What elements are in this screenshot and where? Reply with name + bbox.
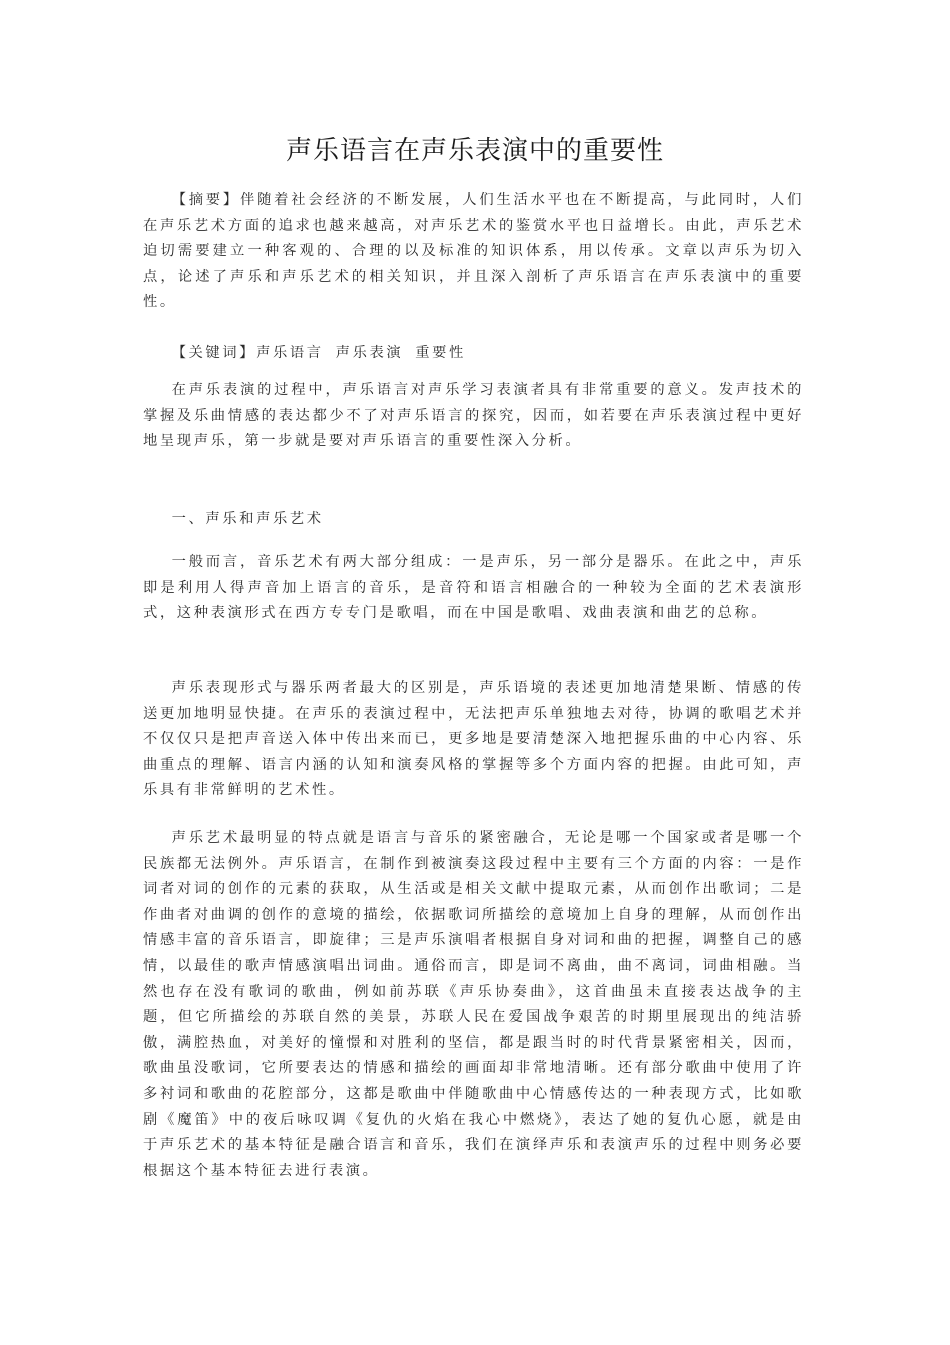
section-heading: 一、声乐和声乐艺术 — [171, 511, 324, 527]
abstract-paragraph: 【摘要】伴随着社会经济的不断发展，人们生活水平也在不断提高，与此同时，人们在声乐艺术方面的追求也越来越高，对声乐艺术的鉴赏水平也日益增长。由此，声乐艺术迫切需要建立一种客观的、合理的以及标准的知识体系，用以传承。文章以声乐为切入点，论述了声乐和声乐艺术的相关知识，并且深入剖析了声乐语言在声乐表演中的重要性。 — [143, 192, 804, 311]
keyword-item: 声乐语言 — [256, 345, 324, 361]
keywords-section — [143, 341, 804, 367]
keywords-line — [143, 341, 804, 367]
intro-paragraph: 在声乐表演的过程中，声乐语言对声乐学习表演者具有非常重要的意义。发声技术的掌握及乐曲情感的表达都少不了对声乐语言的探究，因而，如若要在声乐表演过程中更好地呈现声乐，第一步就是要对声乐语言的重要性深入分析。 — [143, 382, 804, 450]
body-section-1 — [143, 550, 804, 627]
section-heading-block — [143, 507, 804, 533]
intro-section — [143, 378, 804, 455]
keyword-item: 重要性 — [415, 345, 466, 361]
body-section-2 — [143, 676, 804, 804]
keywords-label: 【关键词】 — [171, 345, 257, 361]
body-paragraph: 一般而言，音乐艺术有两大部分组成：一是声乐，另一部分是器乐。在此之中，声乐即是利用人得声音加上语言的音乐，是音符和语言相融合的一种较为全面的艺术表演形式，这种表演形式在西方专专门是歌唱，而在中国是歌唱、戏曲表演和曲艺的总称。 — [143, 554, 804, 622]
body-paragraph: 声乐表现形式与器乐两者最大的区别是，声乐语境的表述更加地清楚果断、情感的传送更加地明显快捷。在声乐的表演过程中，无法把声乐单独地去对待，协调的歌唱艺术并不仅仅只是把声音送入体中传出来而已，更多地是要清楚深入地把握乐曲的中心内容、乐曲重点的理解、语言内涵的认知和演奏风格的掌握等多个方面内容的把握。由此可知，声乐具有非常鲜明的艺术性。 — [143, 680, 804, 799]
page-title: 声乐语言在声乐表演中的重要性 — [285, 136, 664, 166]
abstract-section — [143, 188, 804, 316]
body-section-3 — [143, 826, 804, 1184]
body-paragraph: 声乐艺术最明显的特点就是语言与音乐的紧密融合，无论是哪一个国家或者是哪一个民族都无法例外。声乐语言，在制作到被演奏这段过程中主要有三个方面的内容：一是作词者对词的创作的元素的获取，从生活或是相关文献中提取元素，从而创作出歌词；二是作曲者对曲调的创作的意境的描绘，依据歌词所描绘的意境加上自身的理解，从而创作出情感丰富的音乐语言，即旋律；三是声乐演唱者根据自身对词和曲的把握，调整自己的感情，以最佳的歌声情感演唱出词曲。通俗而言，即是词不离曲，曲不离词，词曲相融。当然也存在没有歌词的歌曲，例如前苏联《声乐协奏曲》，这首曲虽未直接表达战争的主题，但它所描绘的苏联自然的美景，苏联人民在爱国战争艰苦的时期里展现出的纯洁骄傲，满腔热血，对美好的憧憬和对胜利的坚信，都是跟当时的时代背景紧密相关，因而，歌曲虽没歌词，它所要表达的情感和描绘的画面却非常地清晰。还有部分歌曲中使用了许多衬词和歌曲的花腔部分，这都是歌曲中伴随歌曲中心情感传达的一种表现方式，比如歌剧《魔笛》中的夜后咏叹调《复仇的火焰在我心中燃烧》，表达了她的复仇心愿，就是由于声乐艺术的基本特征是融合语言和音乐，我们在演绎声乐和表演声乐的过程中则务必要根据这个基本特征去进行表演。 — [143, 830, 804, 1179]
keyword-item: 声乐表演 — [335, 345, 404, 361]
